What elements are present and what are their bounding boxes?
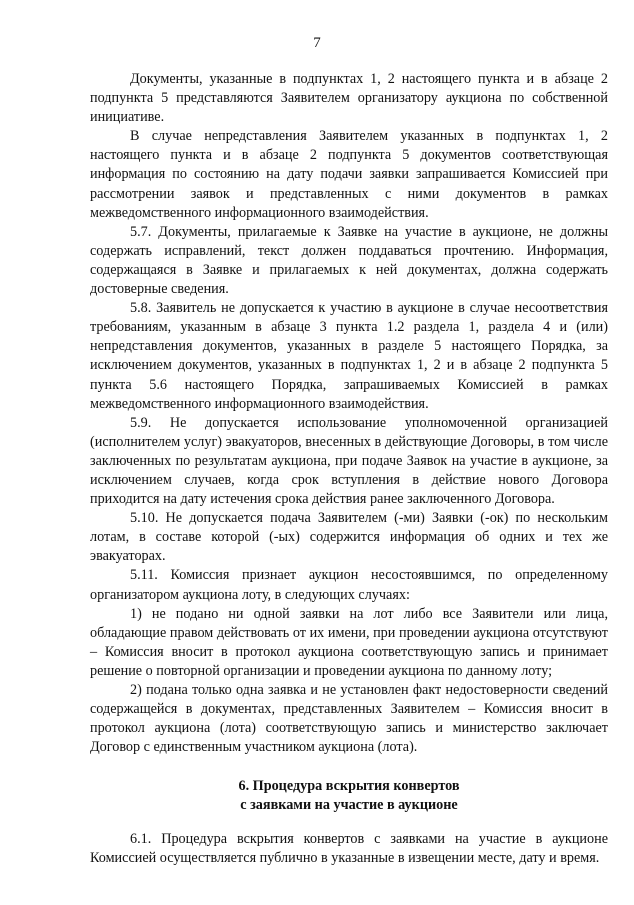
paragraph-5-7: 5.7. Документы, прилагаемые к Заявке на участие в аукционе, не должны содержать исправлений, текст должен поддаваться прочтению. Информация, содержащаяся в Заявке и прилагаемых к ней документах, должна содержать достоверные сведения. xyxy=(90,223,608,298)
list-item-1: 1) не подано ни одной заявки на лот либо все Заявители или лица, обладающие правом действовать от их имени, при проведении аукциона отсутствуют – Комиссия вносит в протокол аукциона соответствующую запись и принимает решение о повторной организации и проведении аукциона по данному лоту; xyxy=(90,605,608,679)
section-heading-line-2: с заявками на участие в аукционе xyxy=(240,797,458,814)
paragraph-6-1: 6.1. Процедура вскрытия конвертов с заявками на участие в аукционе Комиссией осуществляется публично в указанные в извещении месте, дату и время. xyxy=(90,830,608,866)
paragraph-5-8: 5.8. Заявитель не допускается к участию в аукционе в случае несоответствия требованиям, указанным в абзаце 3 пункта 1.2 раздела 1, раздела 4 и (или) непредставления документов, указанных в разделе 5 настоящего Порядка, за исключением документов, указанных в подпунктах 1, 2 и в абзаце 2 подпункта 5 пункта 5.6 настоящего Порядка, запрашиваемых Комиссией в рамках межведомственного информационного взаимодействия. xyxy=(90,300,608,412)
document-body xyxy=(90,70,608,868)
section-heading xyxy=(90,777,608,815)
paragraph: В случае непредставления Заявителем указанных в подпунктах 1, 2 настоящего пункта и в абзаце 2 подпункта 5 документов соответствующая информация по состоянию на дату подачи заявки запрашивается Комиссией при рассмотрении заявок и представленных с ними документов в рамках межведомственного информационного взаимодействия. xyxy=(90,128,608,221)
list-item-2: 2) подана только одна заявка и не установлен факт недостоверности сведений содержащейся в документах, представленных Заявителем – Комиссия вносит в протокол аукциона (лота) соответствующую запись и министерство заключает Договор с единственным участником аукциона (лота). xyxy=(90,682,608,756)
paragraph-5-9: 5.9. Не допускается использование уполномоченной организацией (исполнителем услуг) эвакуаторов, внесенных в действующие Договоры, в том числе заключенных по результатам аукциона, при подаче Заявок на участие в аукционе, за исключением случаев, когда срок вступления в действие нового Договора приходится на дату истечения срока действия ранее заключенного Договора. xyxy=(90,414,608,508)
section-heading-line-1: 6. Процедура вскрытия конвертов xyxy=(238,778,460,795)
paragraph-5-10: 5.10. Не допускается подача Заявителем (-ми) Заявки (-ок) по нескольким лотам, в составе которой (-ых) содержится информация об одних и тех же эвакуаторах. xyxy=(90,510,608,565)
paragraph: Документы, указанные в подпунктах 1, 2 настоящего пункта и в абзаце 2 подпункта 5 представляются Заявителем организатору аукциона по собственной инициативе. xyxy=(90,71,608,126)
page-number: 7 xyxy=(313,35,321,51)
paragraph-5-11: 5.11. Комиссия признает аукцион несостоявшимся, по определенному организатором аукциона лоту, в следующих случаях: xyxy=(90,567,608,603)
